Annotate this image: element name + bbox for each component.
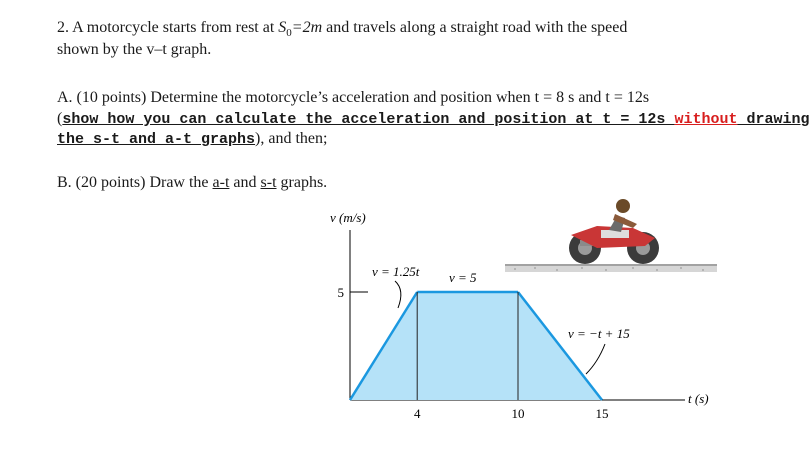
x-tick-label: 4 bbox=[413, 406, 421, 421]
part-b-line: B. (20 points) Draw the a-t and s-t graphs. bbox=[57, 174, 328, 191]
annotation-leader bbox=[395, 281, 401, 308]
problem-line-1: 2. A motorcycle starts from rest at $S_0=2m$ and travels along a straight road with the speed bbox=[57, 19, 628, 40]
part-a-line-3: the s-t and a-t graphs), and then; bbox=[57, 130, 328, 148]
x-tick-label: 10 bbox=[511, 406, 525, 421]
annotation-label: v = 5 bbox=[449, 270, 477, 285]
y-axis-label: v (m/s) bbox=[330, 210, 366, 225]
problem-line-2: shown by the v–t graph. bbox=[57, 41, 212, 58]
area-fill bbox=[350, 292, 602, 400]
annotation-label: v = 1.25t bbox=[372, 264, 420, 279]
annotation-leader bbox=[586, 344, 605, 374]
annotation-label: v = −t + 15 bbox=[568, 326, 630, 341]
x-axis-label: t (s) bbox=[688, 391, 709, 406]
y-tick-label: 5 bbox=[337, 285, 344, 300]
x-tick-label: 15 bbox=[595, 406, 609, 421]
part-a-line-1: A. (10 points) Determine the motorcycle’s acceleration and position when t = 8 s and t = 12s bbox=[57, 89, 650, 106]
part-a-line-2: (show how you can calculate the acceleration and position at t = 12s without drawing bbox=[57, 110, 809, 128]
